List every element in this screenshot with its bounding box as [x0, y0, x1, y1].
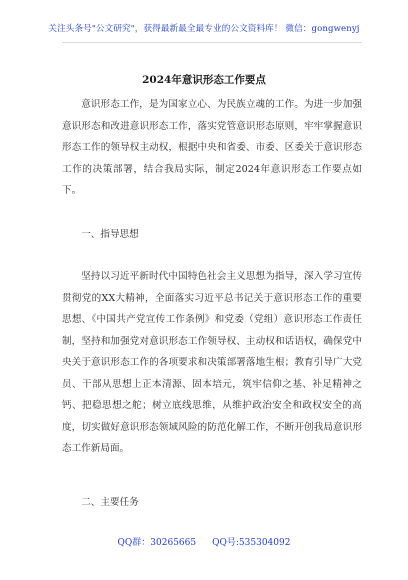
- qq-account-number: QQ号:535304092: [212, 538, 291, 548]
- header-banner: 关注头条号"公文研究"，获得最新最全最专业的公文资料库！ 微信：gongwenyj: [48, 24, 360, 34]
- intro-paragraph: 意识形态工作，是为国家立心、为民族立魂的工作。为进一步加强意识形态和改进意识形态工作，落实党管意识形态原则，牢牢掌握意识形态工作的领导权主动权，根据中央和省委、市委、区委关于意识形态工作的决策部署，结合我局实际，制定2024年意识形态工作要点如下。: [62, 99, 362, 196]
- document-title: 2024年意识形态工作要点: [142, 74, 266, 86]
- section-heading-main-tasks: 二、主要任务: [81, 497, 139, 508]
- footer-contact: [0, 535, 408, 548]
- qq-group-number: QQ群：30265665: [117, 538, 197, 548]
- section-heading-guiding-ideology: 一、指导思想: [81, 229, 139, 240]
- guiding-ideology-paragraph: 坚持以习近平新时代中国特色社会主义思想为指导，深入学习宣传贯彻党的XX大精神，全面落实习近平总书记关于意识形态工作的重要思想、《中国共产党宣传工作条例》和党委（党组）意识形态工作责任制，坚持和加强党对意识形态工作领导权、主动权和话语权，确保党中央关于意识形态工作的各项要求和决策部署落地生根；教育引导广大党员、干部从思想上正本清源、固本培元，筑牢信仰之基、补足精神之钙、把稳思想之舵；树立底线思维，从维护政治安全和政权安全的高度，切实做好意识形态领域风险的防范化解工作，不断开创我局意识形态工作新局面。: [62, 271, 362, 454]
- header-divider: [62, 42, 362, 43]
